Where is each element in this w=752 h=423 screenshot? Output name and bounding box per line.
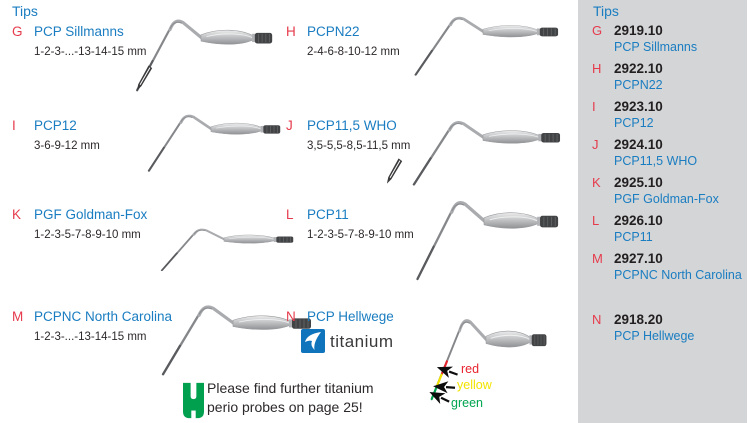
item-name-k: PGF Goldman-Fox [34,207,148,222]
item-name-g: PCP Sillmanns [34,24,124,39]
item-letter-m: M [12,309,24,324]
sidebar-order-number: 2924.10 [614,137,663,152]
item-specs-l: 1-2-3-5-7-8-9-10 mm [307,229,414,241]
titanium-wordmark: titanium [330,332,394,351]
probe-illustration-k [153,226,295,272]
sidebar-order-number: 2927.10 [614,251,663,266]
probe-illustration-l [408,196,560,282]
sidebar-letter: N [592,312,602,327]
item-letter-k: K [12,207,22,222]
note-logo-icon [183,382,204,420]
sidebar-product-name: PCP Sillmanns [614,40,698,54]
sidebar-order-number: 2919.10 [614,23,663,38]
item-name-n: PCP Hellwege [307,309,394,324]
item-name-i: PCP12 [34,118,77,133]
band-label-red: red [461,362,480,376]
item-specs-i: 3-6-9-12 mm [34,140,100,152]
sidebar-letter: I [592,99,596,114]
sidebar-product-name: PCP11,5 WHO [614,154,698,168]
pencil-mark-icon [386,157,404,185]
item-letter-j: J [286,118,293,133]
sidebar-product-name: PCP Hellwege [614,329,695,343]
item-letter-h: H [286,24,296,39]
item-letter-n: N [286,309,296,324]
sidebar-product-name: PCP12 [614,116,654,130]
note-line-1: Please find further titanium [207,380,374,396]
sidebar-order-number: 2926.10 [614,213,663,228]
sidebar-product-name: PCP11 [614,230,653,244]
item-name-h: PCPN22 [307,24,360,39]
probe-illustration-h [406,13,560,77]
item-name-m: PCPNC North Carolina [34,309,173,324]
sidebar-order-number: 2925.10 [614,175,663,190]
item-specs-k: 1-2-3-5-7-8-9-10 mm [34,229,141,241]
sidebar-letter: K [592,175,601,190]
sidebar-order-number: 2922.10 [614,61,663,76]
sidebar-product-name: PCPN22 [614,78,663,92]
sidebar-product-name: PGF Goldman-Fox [614,192,719,206]
item-letter-g: G [12,24,23,39]
item-letter-i: I [12,118,16,133]
titanium-logo-icon [301,329,325,353]
sidebar-letter: G [592,23,603,38]
item-specs-j: 3,5-5,5-8,5-11,5 mm [307,140,411,152]
item-specs-h: 2-4-6-8-10-12 mm [307,46,400,58]
sidebar-letter: J [592,137,599,152]
sidebar-order-number: 2923.10 [614,99,663,114]
probe-illustration-j [404,117,562,187]
page-title: Tips [12,3,38,19]
sidebar-order-number: 2918.20 [614,312,663,327]
item-name-j: PCP11,5 WHO [307,118,397,133]
probe-illustration-i [140,111,282,173]
band-label-green: green [451,396,483,410]
sidebar-letter: H [592,61,602,76]
item-specs-g: 1-2-3-...-13-14-15 mm [34,46,147,58]
sidebar-letter: M [592,251,603,266]
item-name-l: PCP11 [307,207,349,222]
sidebar-letter: L [592,213,600,228]
band-label-yellow: yellow [457,378,492,392]
sidebar-product-name: PCPNC North Carolina [614,268,742,282]
order-sidebar [578,0,747,423]
sidebar-title: Tips [593,3,619,19]
item-letter-l: L [286,207,294,222]
note-line-2: perio probes on page 25! [207,399,363,415]
item-specs-m: 1-2-3-...-13-14-15 mm [34,331,147,343]
pencil-mark-icon [136,64,154,92]
